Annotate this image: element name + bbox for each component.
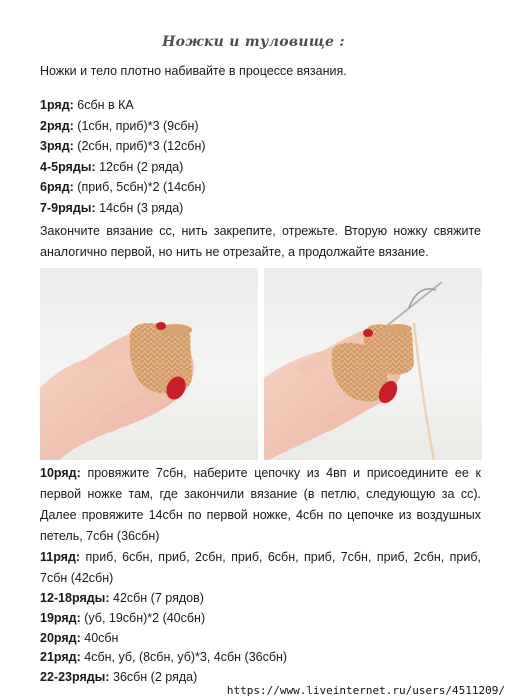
rows-list-top bbox=[40, 95, 206, 218]
row-text: (приб, 5сбн)*2 (14сбн) bbox=[73, 180, 206, 194]
row-label: 20ряд: bbox=[40, 630, 81, 645]
row-text: 12сбн (2 ряда) bbox=[95, 159, 184, 174]
row-label: 12-18ряды: bbox=[40, 591, 110, 605]
row-10-line-1 bbox=[40, 463, 481, 484]
row-11-line-1 bbox=[40, 547, 481, 568]
row-item bbox=[40, 198, 206, 219]
row-label: 7-9ряды: bbox=[40, 200, 96, 215]
section-title: Ножки и туловище : bbox=[162, 34, 345, 50]
row-item bbox=[40, 629, 481, 649]
row-label: 3ряд: bbox=[40, 139, 74, 153]
intro-text: Ножки и тело плотно набивайте в процессе вязания. bbox=[40, 64, 347, 78]
row-text: 42сбн (7 рядов) bbox=[109, 591, 204, 605]
row-label: 19ряд: bbox=[40, 610, 81, 625]
row-text: (уб, 19сбн)*2 (40сбн) bbox=[80, 610, 206, 625]
row-item bbox=[40, 157, 206, 178]
row-10-line-4: петель, 7сбн (36сбн) bbox=[40, 529, 160, 543]
row-label: 22-23ряды: bbox=[40, 670, 110, 685]
row-text: 14сбн (3 ряда) bbox=[95, 200, 184, 215]
row-item bbox=[40, 177, 206, 198]
row-label: 11ряд: bbox=[40, 550, 81, 564]
watermark-url: https://www.liveinternet.ru/users/4511209/ bbox=[226, 684, 505, 697]
rows-list-bottom bbox=[40, 463, 481, 688]
row-text: 4сбн, уб, (8сбн, уб)*3, 4сбн (36сбн) bbox=[80, 650, 288, 665]
row-item bbox=[40, 609, 481, 629]
photo-illustration bbox=[40, 268, 258, 460]
row-text: 36сбн (2 ряда) bbox=[109, 670, 198, 685]
photo-illustration bbox=[264, 268, 482, 460]
row-label: 6ряд: bbox=[40, 180, 74, 194]
row-text: 6сбн в КА bbox=[73, 98, 134, 112]
row-label: 10ряд: bbox=[40, 466, 81, 480]
photo-two-legs-with-hook bbox=[264, 268, 482, 460]
photo-crochet-leg bbox=[40, 268, 258, 460]
row-text: провяжите 7сбн, наберите цепочку из 4вп и присоедините ее к bbox=[87, 466, 481, 480]
row-text: 40сбн bbox=[80, 630, 119, 645]
row-item bbox=[40, 589, 481, 609]
row-item bbox=[40, 95, 206, 116]
row-label: 21ряд: bbox=[40, 650, 81, 665]
row-10-line-2: первой ножке там, где закончили вязание (в петлю, следующую за сс). bbox=[40, 487, 481, 501]
row-text: (2сбн, приб)*3 (12сбн) bbox=[73, 139, 206, 153]
row-11-line-2: 7сбн (42сбн) bbox=[40, 571, 114, 585]
row-text: (1сбн, приб)*3 (9сбн) bbox=[73, 118, 199, 133]
finish-paragraph: Закончите вязание сс, нить закрепите, отрежьте. Вторую ножку свяжите аналогично первой, но нить не отрезайте, а продолжайте вязание. bbox=[40, 224, 481, 259]
row-label: 4-5ряды: bbox=[40, 159, 96, 174]
row-label: 1ряд: bbox=[40, 98, 74, 112]
row-item bbox=[40, 136, 206, 157]
row-text: приб, 6сбн, приб, 2сбн, приб, 6сбн, приб, 7сбн, приб, 2сбн, приб, bbox=[85, 550, 481, 564]
row-label: 2ряд: bbox=[40, 118, 74, 133]
row-item bbox=[40, 648, 481, 668]
row-10-line-3: Далее провяжите 14сбн по первой ножке, 4сбн по цепочке из воздушных bbox=[40, 508, 481, 522]
row-item bbox=[40, 116, 206, 137]
